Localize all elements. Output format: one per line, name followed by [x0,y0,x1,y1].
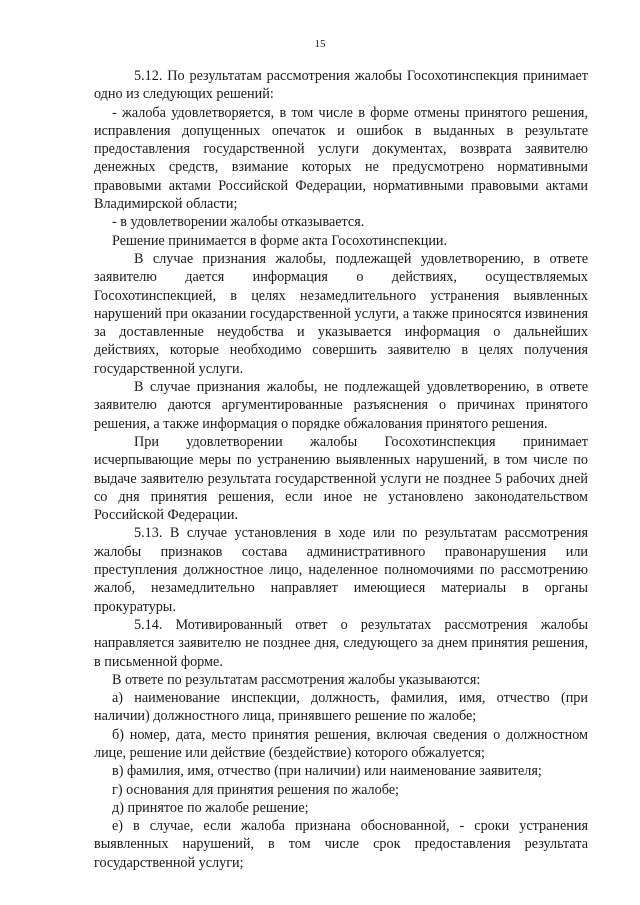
paragraph-5-13: 5.13. В случае установления в ходе или по результатам рассмотрения жалобы признаков состава административного правонарушения или преступления должностное лицо, наделенное полномочиями по рассмотрению жалоб, незамедлительно направляет имеющиеся материалы в органы прокуратуры. [94,525,588,615]
paragraph-rejected-response: В случае признания жалобы, не подлежащей удовлетворению, в ответе заявителю даются аргументированные разъяснения о причинах принятого решения, а также информация о порядке обжалования принятого решения. [94,379,588,432]
page-number: 15 [314,38,326,50]
list-item-e: е) в случае, если жалоба признана обоснованной, - сроки устранения выявленных нарушений, в том числе срок предоставления результата государственной услуги; [94,818,588,871]
list-item-v: в) фамилия, имя, отчество (при наличии) или наименование заявителя; [112,763,542,780]
paragraph-response-contents: В ответе по результатам рассмотрения жалобы указываются: [112,671,481,688]
list-item-b: б) номер, дата, место принятия решения, включая сведения о должностном лице, решение или действие (бездействие) которого обжалуется; [94,726,588,761]
paragraph-decision-form: Решение принимается в форме акта Госохотинспекции. [112,232,448,249]
paragraph-complaint-satisfied: - жалоба удовлетворяется, в том числе в форме отмены принятого решения, исправления допущенных опечаток и ошибок в выданных в результате предоставления государственной услуги документах, возврата заявителю денежных средств, взимание которых не предусмотрено нормативными правовыми актами Российской Федерации, нормативными правовыми актами Владимирской области; [94,104,588,213]
list-item-a: а) наименование инспекции, должность, фамилия, имя, отчество (при наличии) должностного лица, принявшего решение по жалобе; [94,690,588,725]
list-item-g: г) основания для принятия решения по жалобе; [112,781,399,798]
list-item-d: д) принятое по жалобе решение; [112,799,309,816]
paragraph-5-12: 5.12. По результатам рассмотрения жалобы Госохотинспекция принимает одно из следующих решений: [94,68,588,103]
document-body [94,67,588,872]
paragraph-satisfied-response: В случае признания жалобы, подлежащей удовлетворению, в ответе заявителю дается информация о действиях, осуществляемых Госохотинспекцией, в целях незамедлительного устранения выявленных нарушений при оказании государственной услуги, а также приносятся извинения за доставленные неудобства и указывается информация о дальнейших действиях, которые необходимо совершить заявителю в целях получения государственной услуги. [94,250,588,377]
paragraph-remedy-measures: При удовлетворении жалобы Госохотинспекция принимает исчерпывающие меры по устранению выявленных нарушений, в том числе по выдаче заявителю результата государственной услуги не позднее 5 рабочих дней со дня принятия решения, если иное не установлено законодательством Российской Федерации. [94,433,588,524]
paragraph-complaint-rejected: - в удовлетворении жалобы отказывается. [112,214,365,231]
paragraph-5-14: 5.14. Мотивированный ответ о результатах рассмотрения жалобы направляется заявителю не позднее дня, следующего за днем принятия решения, в письменной форме. [94,616,588,670]
